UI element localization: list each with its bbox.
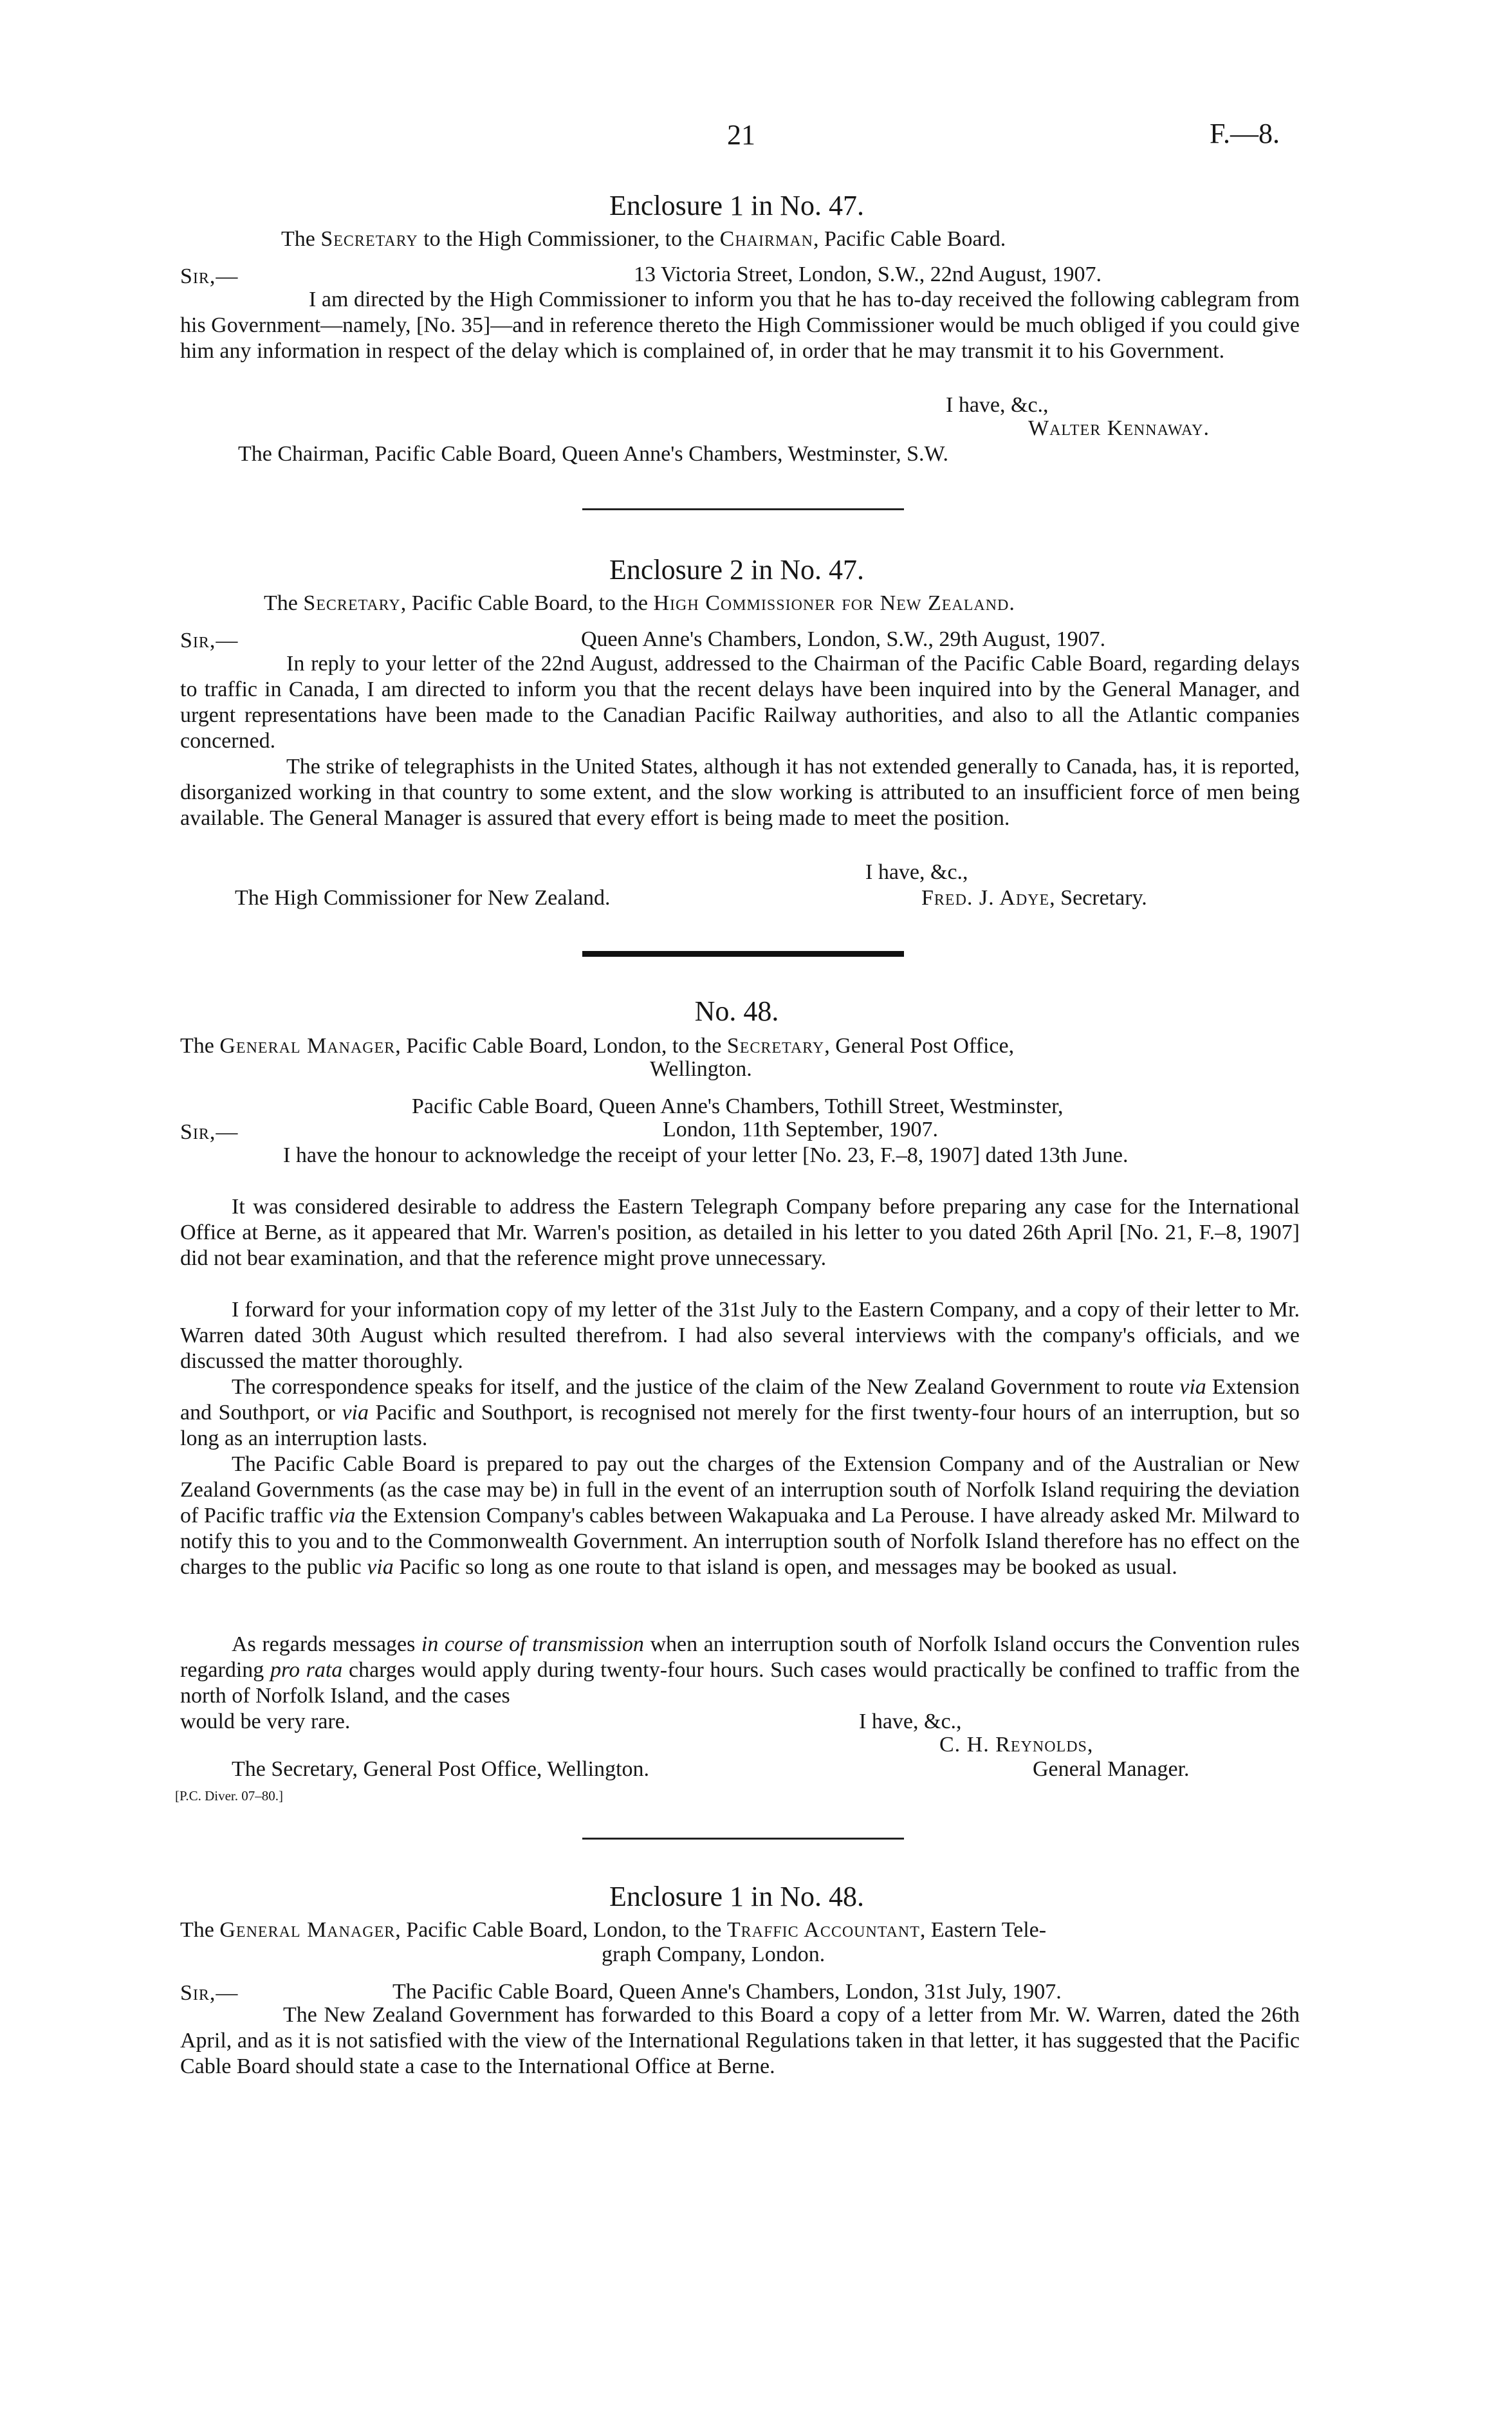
section-divider	[582, 1838, 904, 1840]
letter-paragraph-1: In reply to your letter of the 22nd August, addressed to the Chairman of the Pacific Cable Board, regarding delays to traffic in Canada, I am directed to inform you that the recent delays have been inquired into by the General Manager, and urgent representations have been made to the Canadian Pacific Railway authorities, and also to all the Atlantic companies concerned.	[180, 652, 1300, 753]
letter-closing: I have, &c.,	[946, 393, 1049, 417]
letter-paragraph-5: The Pacific Cable Board is prepared to pay out the charges of the Extension Company and of the Australian or New Zealand Governments (as the case may be) in full in the event of an interruption south of Norfolk Island requiring the deviation of Pacific traffic via the Extension Company's cables between Wakapuaka and La Perouse. I have already asked Mr. Milward to notify this to you and to the Commonwealth Government. An interruption south of Norfolk Island therefore has no effect on the charges to the public via Pacific so long as one route to that island is open, and messages may be booked as usual.	[180, 1452, 1300, 1579]
letter-paragraph-1: I have the honour to acknowledge the receipt of your letter [No. 23, F.–8, 1907] dated 13th June.	[283, 1143, 1129, 1167]
printer-mark: [P.C. Diver. 07–80.]	[175, 1788, 283, 1804]
letter-routing: The General Manager, Pacific Cable Board, London, to the Traffic Accountant, Eastern Tele-	[180, 1918, 1047, 1942]
letter-paragraph-6-end: would be very rare.	[180, 1710, 351, 1733]
letter-closing: I have, &c.,	[865, 860, 968, 884]
letter-paragraph-2: The strike of telegraphists in the United States, although it has not extended generally to Canada, has, it is reported, disorganized working in that country to some extent, and the slow working is attributed to an insufficient force of men being available. The General Manager is assured that every effort is being made to meet the position.	[180, 755, 1300, 830]
section-title: No. 48.	[694, 995, 779, 1027]
letter-address-line-2: London, 11th September, 1907.	[663, 1118, 938, 1141]
page-number: 21	[727, 119, 755, 151]
letter-paragraph-4: The correspondence speaks for itself, and the justice of the claim of the New Zealand Government to route via Extension and Southport, or via Pacific and Southport, is recognised not merely for the first twenty-four hours of an interruption, but so long as an interruption lasts.	[180, 1375, 1300, 1450]
section-divider-thick	[582, 951, 904, 957]
signature: Fred. J. Adye, Secretary.	[921, 886, 1147, 910]
addressee: The Chairman, Pacific Cable Board, Queen Anne's Chambers, Westminster, S.W.	[238, 442, 948, 466]
letter-routing-line-2: graph Company, London.	[602, 1943, 825, 1966]
addressee: The Secretary, General Post Office, Wellington.	[232, 1757, 650, 1781]
letter-routing: The Secretary, Pacific Cable Board, to the High Commissioner for New Zealand.	[264, 591, 1015, 615]
salutation: Sir,—	[180, 1981, 239, 2005]
letter-routing-line-2: Wellington.	[650, 1057, 752, 1081]
letter-address-line-1: Pacific Cable Board, Queen Anne's Chambers, Tothill Street, Westminster,	[412, 1094, 1064, 1118]
signature: Walter Kennaway.	[1028, 416, 1210, 440]
addressee: The High Commissioner for New Zealand.	[235, 886, 611, 910]
letter-address: Queen Anne's Chambers, London, S.W., 29th August, 1907.	[581, 627, 1106, 651]
letter-paragraph-6: As regards messages in course of transmission when an interruption south of Norfolk Island occurs the Convention rules regarding pro rata charges would apply during twenty-four hours. Such cases would practically be confined to traffic from the north of Norfolk Island, and the cases	[180, 1632, 1300, 1708]
letter-address: The Pacific Cable Board, Queen Anne's Chambers, London, 31st July, 1907.	[392, 1980, 1062, 2004]
section-divider	[582, 508, 904, 510]
document-reference: F.—8.	[1210, 118, 1280, 149]
section-title: Enclosure 1 in No. 48.	[609, 1881, 864, 1912]
letter-closing: I have, &c.,	[859, 1710, 962, 1733]
signature-name: C. H. Reynolds,	[939, 1733, 1094, 1757]
salutation: Sir,—	[180, 629, 239, 652]
section-title: Enclosure 1 in No. 47.	[609, 190, 864, 221]
letter-routing: The Secretary to the High Commissioner, to the Chairman, Pacific Cable Board.	[281, 227, 1006, 251]
salutation: Sir,—	[180, 264, 239, 288]
letter-paragraph-2: It was considered desirable to address the Eastern Telegraph Company before preparing any case for the International Office at Berne, as it appeared that Mr. Warren's position, as detailed in his letter to you dated 26th April [No. 21, F.–8, 1907] did not bear examination, and that the reference might prove unnecessary.	[180, 1195, 1300, 1270]
letter-routing: The General Manager, Pacific Cable Board, London, to the Secretary, General Post Office,	[180, 1034, 1015, 1058]
letter-address: 13 Victoria Street, London, S.W., 22nd August, 1907.	[634, 263, 1102, 286]
letter-paragraph: The New Zealand Government has forwarded to this Board a copy of a letter from Mr. W. Warren, dated the 26th April, and as it is not satisfied with the view of the International Regulations taken in that letter, it has suggested that the Pacific Cable Board should state a case to the International Office at Berne.	[180, 2003, 1300, 2078]
signature-title: General Manager.	[1033, 1757, 1190, 1781]
salutation: Sir,—	[180, 1120, 239, 1144]
letter-paragraph: I am directed by the High Commissioner to inform you that he has to-day received the following cablegram from his Government—namely, [No. 35]—and in reference thereto the High Commissioner would be much obliged if you could give him any information in respect of the delay which is complained of, in order that he may transmit it to his Government.	[180, 288, 1300, 363]
section-title: Enclosure 2 in No. 47.	[609, 554, 864, 586]
letter-paragraph-3: I forward for your information copy of my letter of the 31st July to the Eastern Company, and a copy of their letter to Mr. Warren dated 30th August which resulted therefrom. I had also several interviews with the company's officials, and we discussed the matter thoroughly.	[180, 1298, 1300, 1373]
